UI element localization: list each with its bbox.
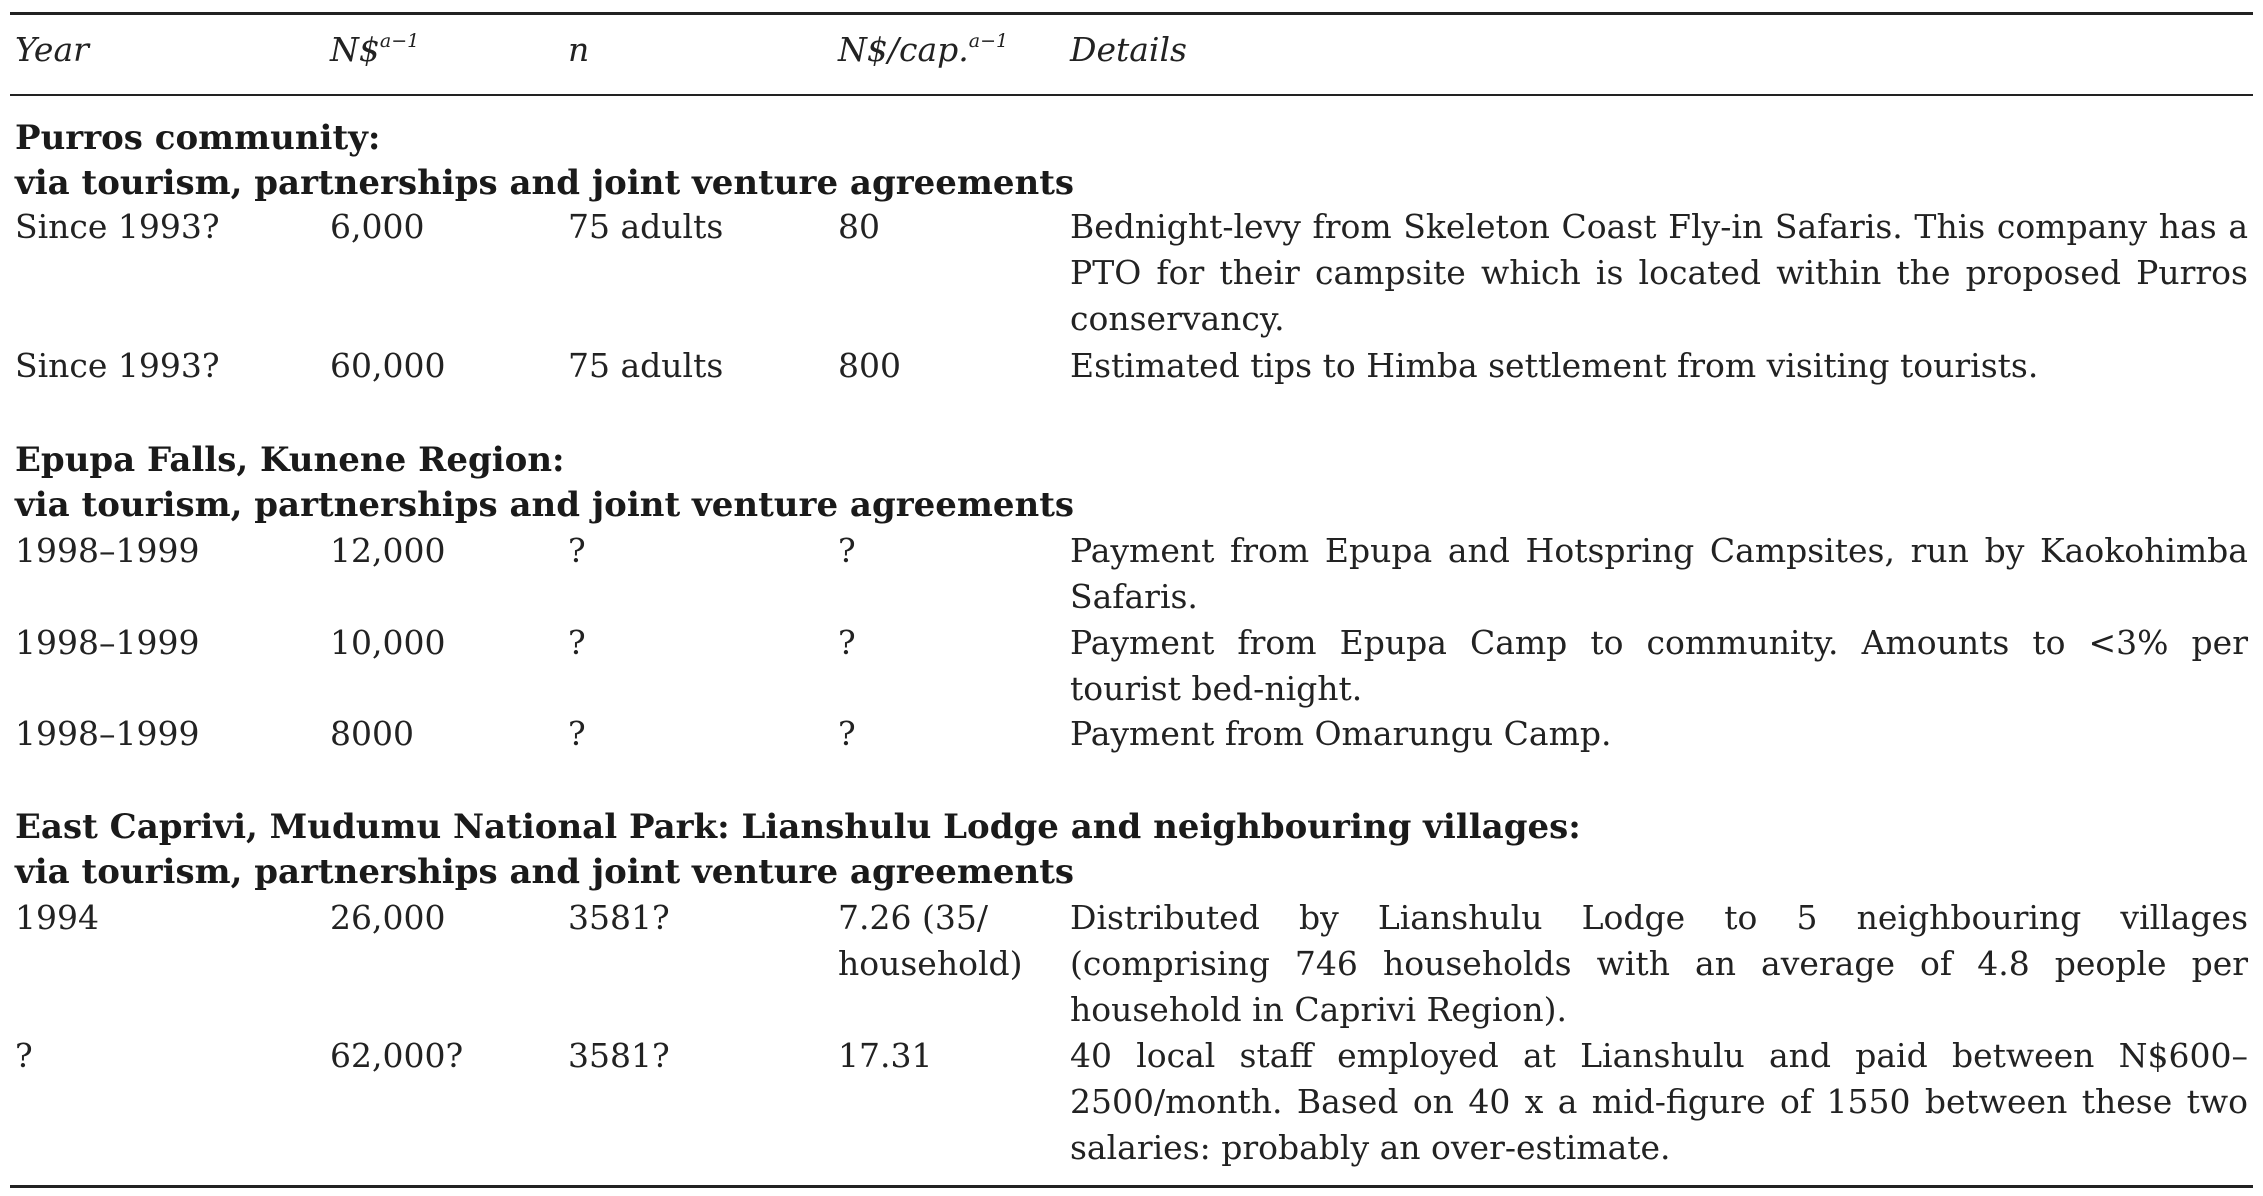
top-rule (10, 12, 2253, 15)
cell-year: 1998–1999 (15, 714, 200, 753)
section-title: East Caprivi, Mudumu National Park: Lianshulu Lodge and neighbouring villages: (15, 807, 1581, 847)
cell-details: Bednight-levy from Skeleton Coast Fly-in Safaris. This company has a PTO for their campsite which is located within the proposed Purros conservancy. (1070, 207, 2248, 338)
header-details: Details (1070, 30, 1187, 69)
cell-year: 1994 (15, 898, 99, 937)
cell-cap: 800 (838, 346, 901, 385)
cell-n: ? (568, 623, 586, 662)
cell-nd: 12,000 (330, 531, 446, 570)
cell-nd: 60,000 (330, 346, 446, 385)
cell-n: 75 adults (568, 207, 724, 246)
section-title: Epupa Falls, Kunene Region: (15, 440, 565, 480)
cell-details: Distributed by Lianshulu Lodge to 5 neighbouring villages (comprising 746 households with an average of 4.8 people per household in Caprivi Region). (1070, 898, 2248, 1029)
cell-cap: ? (838, 623, 856, 662)
cell-cap: 7.26 (35/ (838, 898, 988, 937)
header-year: Year (15, 30, 89, 69)
cell-details: Payment from Epupa Camp to community. Amounts to <3% per tourist bed-night. (1070, 623, 2248, 708)
cell-nd: 62,000? (330, 1036, 464, 1075)
section-subtitle: via tourism, partnerships and joint venture agreements (15, 852, 1075, 892)
cell-nd: 6,000 (330, 207, 425, 246)
cell-details: Estimated tips to Himba settlement from visiting tourists. (1070, 346, 2039, 385)
cell-year: ? (15, 1036, 33, 1075)
cell-year: 1998–1999 (15, 623, 200, 662)
cell-cap: 17.31 (838, 1036, 933, 1075)
bottom-rule (10, 1185, 2253, 1188)
cell-cap: ? (838, 531, 856, 570)
header-nd: N\$$^{a-1}$ (330, 30, 420, 69)
cell-cap: ? (838, 714, 856, 753)
cell-nd: 8000 (330, 714, 414, 753)
cell-year: Since 1993? (15, 207, 220, 246)
cell-n: 75 adults (568, 346, 724, 385)
cell-n: 3581? (568, 898, 670, 937)
cell-details: Payment from Omarungu Camp. (1070, 714, 1612, 753)
cell-n: 3581? (568, 1036, 670, 1075)
cell-n: ? (568, 531, 586, 570)
section-subtitle: via tourism, partnerships and joint venture agreements (15, 163, 1075, 203)
cell-details: 40 local staff employed at Lianshulu and paid between N$600–2500/month. Based on 40 x a mid-figure of 1550 between these two salaries: probably an over-estimate. (1070, 1036, 2248, 1167)
cell-cap: 80 (838, 207, 880, 246)
cell-cap-line2: household) (838, 944, 1023, 983)
cell-nd: 10,000 (330, 623, 446, 662)
cell-details: Payment from Epupa and Hotspring Campsites, run by Kaokohimba Safaris. (1070, 531, 2248, 616)
section-subtitle: via tourism, partnerships and joint venture agreements (15, 485, 1075, 525)
cell-n: ? (568, 714, 586, 753)
section-title: Purros community: (15, 118, 381, 158)
header-rule (10, 94, 2253, 96)
cell-nd: 26,000 (330, 898, 446, 937)
cell-year: Since 1993? (15, 346, 220, 385)
header-cap: N$/cap.$^{a-1}$ (838, 30, 1009, 69)
header-n: n (568, 30, 590, 69)
cell-year: 1998–1999 (15, 531, 200, 570)
